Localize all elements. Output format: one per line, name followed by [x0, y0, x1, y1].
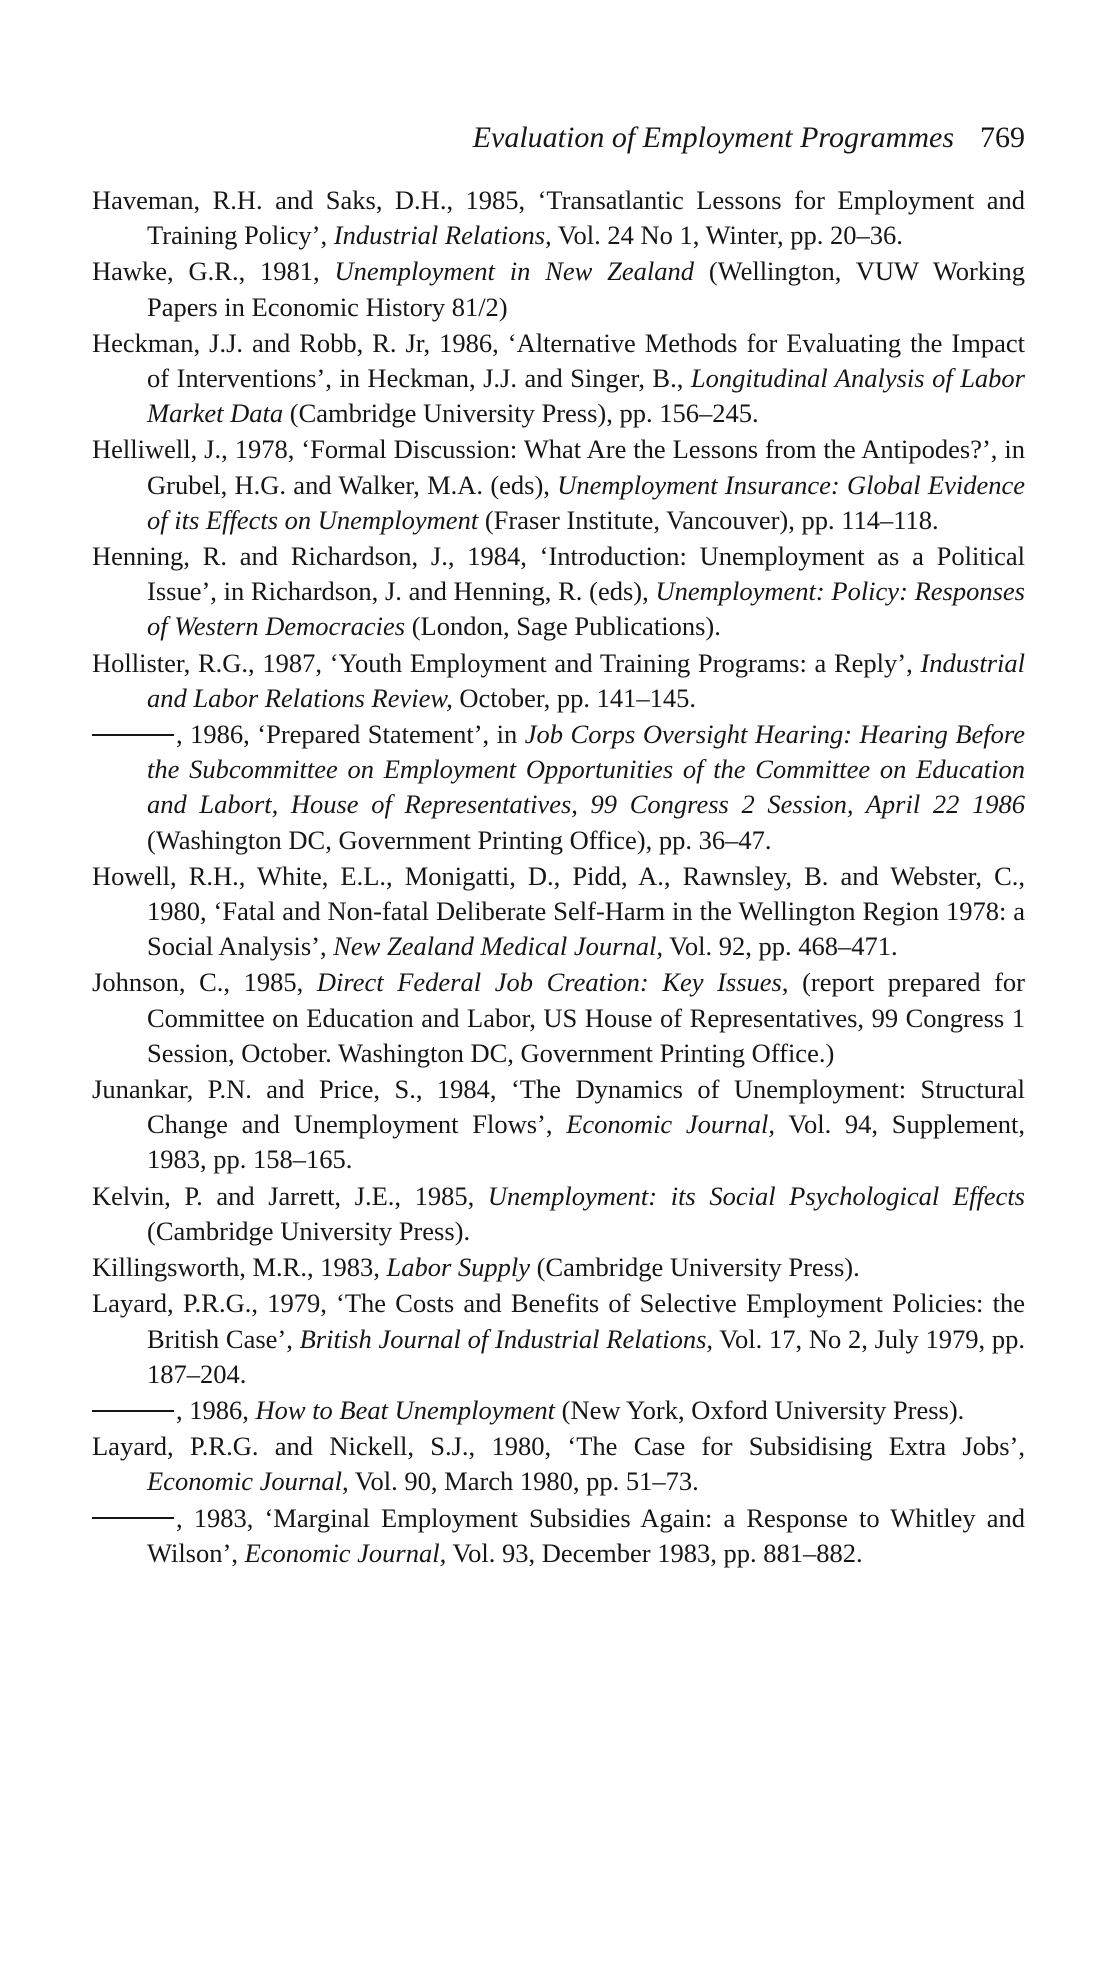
reference-title: Unemployment Insurance: Global Evidence of its Effects on Unemployment [147, 469, 1025, 535]
reference-title: British Journal of Industrial Relations, [299, 1323, 714, 1354]
reference-title: Economic Journal, [244, 1537, 447, 1568]
reference-entry [92, 539, 1025, 645]
reference-text: (Cambridge University Press), pp. 156–245. [283, 398, 759, 429]
reference-text: Vol. 92, pp. 468–471. [662, 931, 898, 962]
reference-text: October, pp. 141–145. [452, 682, 696, 713]
reference-text: Henning, R. and Richardson, J., 1984, ‘Introduction: Unemployment as a Political Issue’, in Richardson, J. and Henning, R. (eds), [92, 541, 1025, 607]
reference-entry [92, 1072, 1025, 1178]
reference-text: (Cambridge University Press). [530, 1252, 860, 1283]
repeated-author-dash [92, 1517, 174, 1519]
page-number: 769 [980, 121, 1025, 154]
reference-text: (Wellington, VUW Working Papers in Economic History 81/2) [147, 256, 1025, 322]
reference-title: Longitudinal Analysis of Labor Market Data [147, 363, 1025, 429]
reference-text: (report prepared for Committee on Education and Labor, US House of Representatives, 99 Congress 1 Session, October. Washington DC, Government Printing Office.) [147, 967, 1026, 1068]
reference-text: , 1986, [176, 1394, 256, 1425]
repeated-author-dash [92, 1410, 174, 1412]
reference-text: , 1983, ‘Marginal Employment Subsidies Again: a Response to Whitley and Wilson’, [147, 1502, 1025, 1568]
reference-title: Economic Journal, [147, 1466, 349, 1497]
reference-title: How to Beat Unemployment [255, 1394, 556, 1425]
reference-text: Vol. 93, December 1983, pp. 881–882. [446, 1537, 863, 1568]
reference-entry [92, 326, 1025, 432]
reference-text: Vol. 94, Supplement, 1983, pp. 158–165. [147, 1109, 1025, 1175]
reference-text: (New York, Oxford University Press). [555, 1394, 965, 1425]
reference-title: Industrial Relations, [333, 220, 552, 251]
running-head-title: Evaluation of Employment Programmes [472, 121, 954, 154]
reference-text: Vol. 90, March 1980, pp. 51–73. [348, 1466, 699, 1497]
reference-text: Killingsworth, M.R., 1983, [92, 1252, 387, 1283]
reference-entry [92, 646, 1025, 716]
reference-entry [92, 254, 1025, 324]
reference-entry [92, 1429, 1025, 1499]
reference-text: Hawke, G.R., 1981, [92, 256, 335, 287]
reference-title: New Zealand Medical Journal, [333, 931, 663, 962]
reference-text: , 1986, ‘Prepared Statement’, in [176, 719, 525, 750]
running-head [92, 118, 1025, 158]
reference-text: Haveman, R.H. and Saks, D.H., 1985, ‘Transatlantic Lessons for Employment and Training Policy’, [92, 185, 1025, 251]
reference-entry [92, 859, 1025, 965]
reference-text: Layard, P.R.G., 1979, ‘The Costs and Benefits of Selective Employment Policies: the British Case’, [92, 1288, 1025, 1354]
reference-list [92, 183, 1025, 1572]
reference-text: (Washington DC, Government Printing Office), pp. 36–47. [147, 824, 772, 855]
reference-title: Job Corps Oversight Hearing: Hearing Before the Subcommittee on Employment Opportunities of the Committee on Education and Labort, House of Representatives, 99 Congress 2 Session, April 22 1986 [147, 719, 1025, 820]
reference-entry [92, 1250, 1025, 1285]
reference-entry [92, 1179, 1025, 1249]
reference-title: Unemployment in New Zealand [334, 256, 695, 287]
reference-text: (Cambridge University Press). [147, 1215, 471, 1246]
reference-entry [92, 1501, 1025, 1571]
reference-title: Industrial and Labor Relations Review, [147, 647, 1025, 713]
reference-text: Howell, R.H., White, E.L., Monigatti, D., Pidd, A., Rawnsley, B. and Webster, C., 1980, ‘Fatal and Non-fatal Deliberate Self-Harm in the Wellington Region 1978: a Social Analysis’, [92, 860, 1025, 962]
reference-text: Hollister, R.G., 1987, ‘Youth Employment and Training Programs: a Reply’, [92, 647, 921, 678]
reference-text: Vol. 24 No 1, Winter, pp. 20–36. [551, 220, 903, 251]
reference-text: Helliwell, J., 1978, ‘Formal Discussion: What Are the Lessons from the Antipodes?’, in Grubel, H.G. and Walker, M.A. (eds), [92, 434, 1025, 500]
reference-text: Junankar, P.N. and Price, S., 1984, ‘The Dynamics of Unemployment: Structural Change and Unemployment Flows’, [92, 1074, 1025, 1140]
reference-text: Kelvin, P. and Jarrett, J.E., 1985, [92, 1180, 488, 1211]
reference-entry [92, 1393, 1025, 1428]
reference-text: (Fraser Institute, Vancouver), pp. 114–118. [478, 504, 939, 535]
reference-text: Layard, P.R.G. and Nickell, S.J., 1980, ‘The Case for Subsidising Extra Jobs’, [92, 1431, 1025, 1462]
reference-title: Unemployment: Policy: Responses of Western Democracies [147, 576, 1025, 642]
reference-text: Heckman, J.J. and Robb, R. Jr, 1986, ‘Alternative Methods for Evaluating the Impact of Interventions’, in Heckman, J.J. and Singer, B., [92, 327, 1025, 394]
reference-text: Vol. 17, No 2, July 1979, pp. 187–204. [147, 1323, 1025, 1389]
reference-title: Direct Federal Job Creation: Key Issues, [316, 967, 789, 998]
reference-title: Labor Supply [386, 1252, 531, 1283]
repeated-author-dash [92, 734, 174, 736]
reference-title: Economic Journal, [566, 1109, 775, 1140]
reference-entry [92, 183, 1025, 253]
reference-entry [92, 965, 1025, 1071]
reference-text: (London, Sage Publications). [405, 611, 721, 642]
reference-title: Unemployment: its Social Psychological Effects [487, 1180, 1025, 1211]
reference-text: Johnson, C., 1985, [92, 967, 317, 998]
reference-entry [92, 1286, 1025, 1392]
reference-entry [92, 432, 1025, 538]
reference-entry [92, 717, 1025, 858]
